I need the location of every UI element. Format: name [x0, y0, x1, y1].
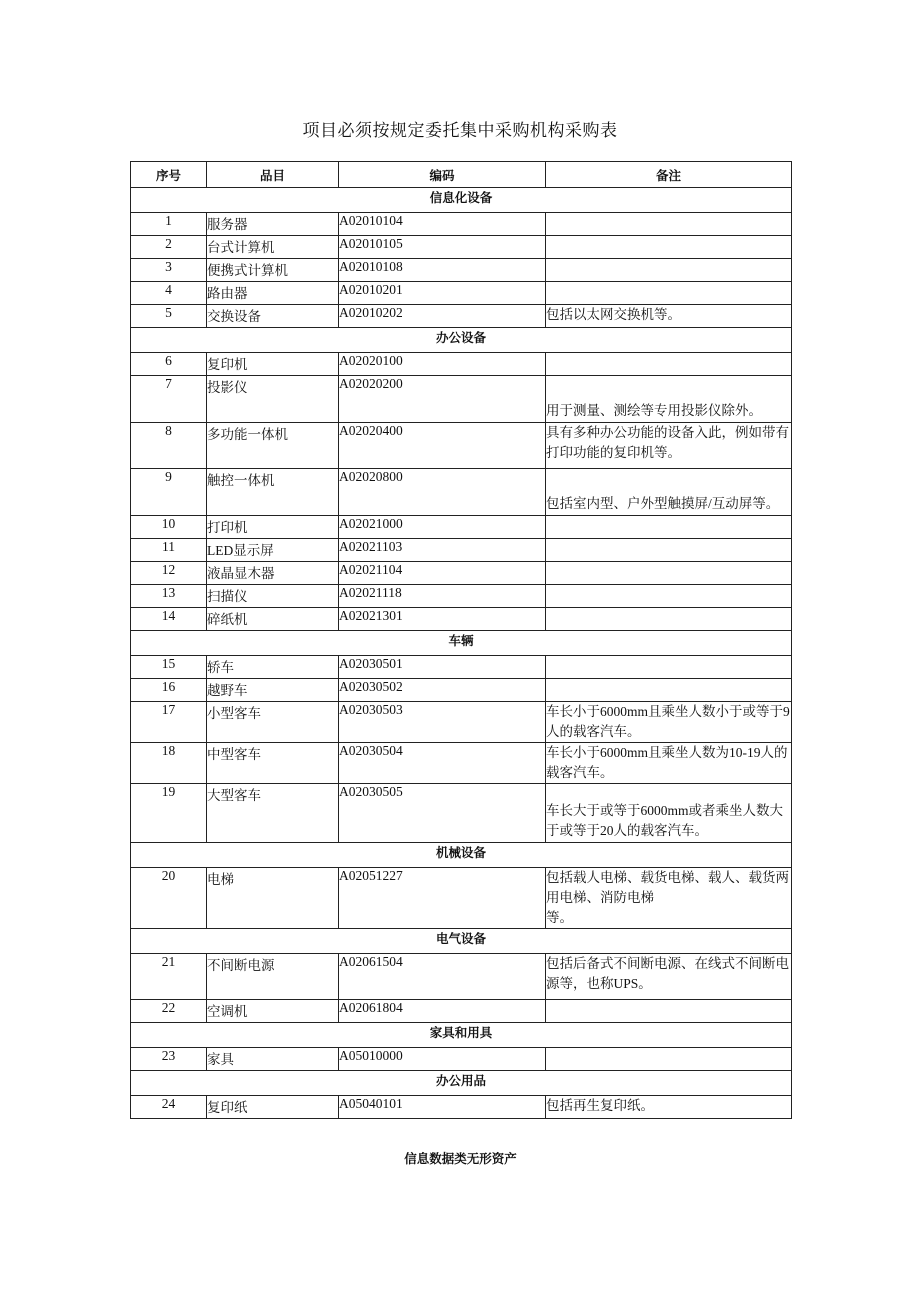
row-number: 22 — [131, 1000, 207, 1023]
item-name: 复印机 — [207, 353, 339, 376]
item-code: A02010108 — [339, 259, 546, 282]
row-number: 21 — [131, 954, 207, 1000]
item-name: 越野车 — [207, 679, 339, 702]
item-name: 服务器 — [207, 213, 339, 236]
table-row — [131, 353, 792, 376]
category-row — [131, 929, 792, 954]
item-code: A02061804 — [339, 1000, 546, 1023]
category-label: 机械设备 — [131, 843, 792, 868]
item-note — [546, 353, 792, 376]
item-note — [546, 656, 792, 679]
category-row — [131, 1023, 792, 1048]
item-name: 复印纸 — [207, 1096, 339, 1119]
table-row — [131, 702, 792, 743]
category-label: 家具和用具 — [131, 1023, 792, 1048]
item-name: 液晶显木器 — [207, 562, 339, 585]
header-no: 序号 — [131, 162, 207, 188]
item-name: 打印机 — [207, 516, 339, 539]
header-code: 编码 — [339, 162, 546, 188]
row-number: 19 — [131, 784, 207, 843]
row-number: 4 — [131, 282, 207, 305]
table-body — [131, 188, 792, 1119]
row-number: 24 — [131, 1096, 207, 1119]
row-number: 15 — [131, 656, 207, 679]
table-row — [131, 516, 792, 539]
row-number: 16 — [131, 679, 207, 702]
item-code: A02021118 — [339, 585, 546, 608]
table-row — [131, 539, 792, 562]
category-row — [131, 631, 792, 656]
item-code: A02021301 — [339, 608, 546, 631]
category-row — [131, 328, 792, 353]
item-code: A02020200 — [339, 376, 546, 423]
row-number: 20 — [131, 868, 207, 929]
item-code: A02021104 — [339, 562, 546, 585]
item-note: 包括室内型、户外型触摸屏/互动屏等。 — [546, 469, 792, 516]
item-name: 不间断电源 — [207, 954, 339, 1000]
item-code: A02010202 — [339, 305, 546, 328]
table-row — [131, 376, 792, 423]
item-note: 包括再生复印纸。 — [546, 1096, 792, 1119]
row-number: 23 — [131, 1048, 207, 1071]
procurement-table — [130, 161, 792, 1119]
table-row — [131, 1096, 792, 1119]
item-code: A02030504 — [339, 743, 546, 784]
table-row — [131, 259, 792, 282]
table-row — [131, 282, 792, 305]
item-code: A02020400 — [339, 423, 546, 469]
row-number: 2 — [131, 236, 207, 259]
item-name: 便携式计算机 — [207, 259, 339, 282]
item-note — [546, 1000, 792, 1023]
item-note — [546, 539, 792, 562]
item-code: A02020100 — [339, 353, 546, 376]
row-number: 9 — [131, 469, 207, 516]
item-note: 车长大于或等于6000mm或者乘坐人数大于或等于20人的载客汽车。 — [546, 784, 792, 843]
item-code: A02021000 — [339, 516, 546, 539]
table-row — [131, 743, 792, 784]
page-title: 项目必须按规定委托集中采购机构采购表 — [302, 121, 618, 140]
table-row — [131, 562, 792, 585]
row-number: 5 — [131, 305, 207, 328]
row-number: 12 — [131, 562, 207, 585]
item-note — [546, 585, 792, 608]
table-row — [131, 469, 792, 516]
item-note — [546, 1048, 792, 1071]
row-number: 1 — [131, 213, 207, 236]
row-number: 7 — [131, 376, 207, 423]
header-note: 备注 — [546, 162, 792, 188]
item-note — [546, 213, 792, 236]
item-note — [546, 679, 792, 702]
item-name: 投影仪 — [207, 376, 339, 423]
item-name: 电梯 — [207, 868, 339, 929]
table-row — [131, 585, 792, 608]
item-name: 大型客车 — [207, 784, 339, 843]
item-name: 轿车 — [207, 656, 339, 679]
row-number: 13 — [131, 585, 207, 608]
table-row — [131, 656, 792, 679]
item-note: 包括以太网交换机等。 — [546, 305, 792, 328]
item-note: 包括后备式不间断电源、在线式不间断电源等，也称UPS。 — [546, 954, 792, 1000]
table-row — [131, 236, 792, 259]
item-code: A02030501 — [339, 656, 546, 679]
category-label: 办公设备 — [131, 328, 792, 353]
item-note — [546, 562, 792, 585]
category-row — [131, 843, 792, 868]
category-row — [131, 188, 792, 213]
row-number: 11 — [131, 539, 207, 562]
row-number: 3 — [131, 259, 207, 282]
item-note — [546, 236, 792, 259]
item-code: A02010201 — [339, 282, 546, 305]
category-row — [131, 1071, 792, 1096]
row-number: 17 — [131, 702, 207, 743]
item-code: A02061504 — [339, 954, 546, 1000]
item-note: 具有多种办公功能的设备入此，例如带有打印功能的复印机等。 — [546, 423, 792, 469]
item-name: 碎纸机 — [207, 608, 339, 631]
item-code: A05010000 — [339, 1048, 546, 1071]
header-name: 品目 — [207, 162, 339, 188]
item-code: A05040101 — [339, 1096, 546, 1119]
item-note: 车长小于6000mm且乘坐人数为10-19人的载客汽车。 — [546, 743, 792, 784]
item-note — [546, 282, 792, 305]
item-name: 路由器 — [207, 282, 339, 305]
item-code: A02020800 — [339, 469, 546, 516]
table-row — [131, 784, 792, 843]
item-code: A02051227 — [339, 868, 546, 929]
item-name: 多功能一体机 — [207, 423, 339, 469]
item-note: 用于测量、测绘等专用投影仪除外。 — [546, 376, 792, 423]
item-name: 家具 — [207, 1048, 339, 1071]
row-number: 18 — [131, 743, 207, 784]
row-number: 8 — [131, 423, 207, 469]
item-name: 交换设备 — [207, 305, 339, 328]
item-name: 台式计算机 — [207, 236, 339, 259]
item-name: LED显示屏 — [207, 539, 339, 562]
item-code: A02030505 — [339, 784, 546, 843]
category-label: 电气设备 — [131, 929, 792, 954]
row-number: 10 — [131, 516, 207, 539]
item-note — [546, 516, 792, 539]
category-label: 信息化设备 — [131, 188, 792, 213]
item-code: A02030502 — [339, 679, 546, 702]
item-name: 小型客车 — [207, 702, 339, 743]
item-name: 触控一体机 — [207, 469, 339, 516]
row-number: 6 — [131, 353, 207, 376]
item-code: A02021103 — [339, 539, 546, 562]
item-note — [546, 608, 792, 631]
category-label: 办公用品 — [131, 1071, 792, 1096]
item-note — [546, 259, 792, 282]
footer-category: 信息数据类无形资产 — [404, 1151, 517, 1166]
row-number: 14 — [131, 608, 207, 631]
item-code: A02010104 — [339, 213, 546, 236]
item-name: 扫描仪 — [207, 585, 339, 608]
item-code: A02010105 — [339, 236, 546, 259]
item-name: 中型客车 — [207, 743, 339, 784]
table-row — [131, 954, 792, 1000]
item-name: 空调机 — [207, 1000, 339, 1023]
table-row — [131, 305, 792, 328]
table-header-row — [131, 162, 792, 188]
category-label: 车辆 — [131, 631, 792, 656]
table-row — [131, 868, 792, 929]
item-code: A02030503 — [339, 702, 546, 743]
table-row — [131, 608, 792, 631]
item-note: 包括载人电梯、载货电梯、载人、载货两用电梯、消防电梯 等。 — [546, 868, 792, 929]
table-row — [131, 679, 792, 702]
item-note: 车长小于6000mm且乘坐人数小于或等于9人的载客汽车。 — [546, 702, 792, 743]
table-row — [131, 1048, 792, 1071]
table-row — [131, 423, 792, 469]
table-row — [131, 1000, 792, 1023]
table-row — [131, 213, 792, 236]
